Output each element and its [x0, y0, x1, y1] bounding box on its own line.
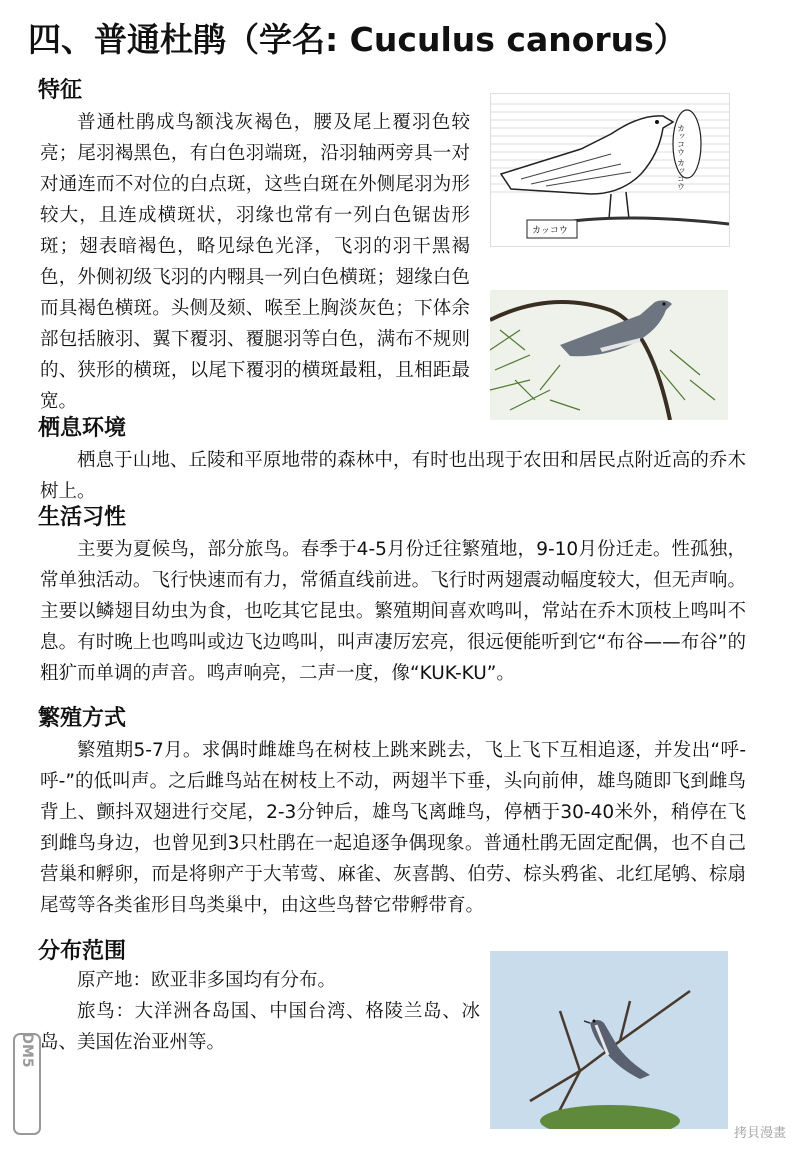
breeding-text: 繁殖期5-7月。求偶时雌雄鸟在树枝上跳来跳去，飞上飞下互相追逐，并发出“呼-呼-”的低叫声。之后雌鸟站在树枝上不动，两翅半下垂，头向前伸，雄鸟随即飞到雌鸟背上、颤抖双翅进行交尾，2-3分钟后，雄鸟飞离雌鸟，停栖于30-40米外，稍停在飞到雌鸟身边，也曾见到3只杜鹃在一起追逐争偶现象。普通杜鹃无固定配偶，也不自己营巢和孵卵，而是将卵产于大苇莺、麻雀、灰喜鹊、伯劳、棕头鸦雀、北红尾鸲、棕扇尾莺等各类雀形目鸟类巢中，由这些鸟替它带孵带育。 [40, 740, 746, 916]
page-title: 四、普通杜鹃（学名: Cuculus canorus） [28, 20, 687, 59]
distribution-origin: 原产地：欧亚非多国均有分布。 [77, 970, 337, 991]
distribution-migrant: 旅鸟：大洋洲各岛国、中国台湾、格陵兰岛、冰岛、美国佐治亚州等。 [40, 1001, 480, 1053]
habitat-text: 栖息于山地、丘陵和平原地带的森林中，有时也出现于农田和居民点附近高的乔木树上。 [40, 450, 746, 502]
dm5-logo [10, 1030, 44, 1140]
habits-text: 主要为夏候鸟，部分旅鸟。春季于4-5月份迁往繁殖地，9-10月份迁走。性孤独，常单独活动。飞行快速而有力，常循直线前进。飞行时两翅震动幅度较大，但无声响。主要以鳞翅目幼虫为食，也吃其它昆虫。繁殖期间喜欢鸣叫，常站在乔木顶枝上鸣叫不息。有时晚上也鸣叫或边飞边鸣叫，叫声凄厉宏亮，很远便能听到它“布谷——布谷”的粗犷而单调的声音。鸣声响亮，二声一度，像“KUK-KU”。 [40, 539, 746, 684]
habitat-heading: 栖息环境 [38, 416, 127, 441]
illustration-caption: カッコウ [532, 226, 568, 236]
features-heading: 特征 [38, 78, 83, 103]
features-text: 普通杜鹃成鸟额浅灰褐色，腰及尾上覆羽色较亮；尾羽褐黑色，有白色羽端斑，沿羽轴两旁具一对对通连而不对位的白点斑，这些白斑在外侧尾羽为形较大，且连成横斑状，羽缘也常有一列白色锯齿形斑；翅表暗褐色，略见绿色光泽，飞羽的羽干黑褐色，外侧初级飞羽的内翈具一列白色横斑；翅缘白色而具褐色横斑。头侧及颏、喉至上胸淡灰色；下体余部包括腋羽、翼下覆羽、覆腿羽等白色，满布不规则的、狭形的横斑，以尾下覆羽的横斑最粗，且相距最宽。 [40, 112, 470, 412]
svg-text:DM5: DM5 [19, 1032, 35, 1068]
cuckoo-manga-illustration [490, 93, 730, 247]
speech-bubble-text: カッコウ カッコウ [676, 124, 686, 191]
distribution-heading: 分布范围 [38, 939, 127, 964]
habits-heading: 生活习性 [38, 505, 127, 530]
cuckoo-sky-photo [490, 951, 728, 1129]
cuckoo-pine-photo [490, 290, 728, 420]
breeding-heading: 繁殖方式 [38, 706, 127, 731]
watermark: 拷貝漫畫 [733, 1126, 786, 1141]
